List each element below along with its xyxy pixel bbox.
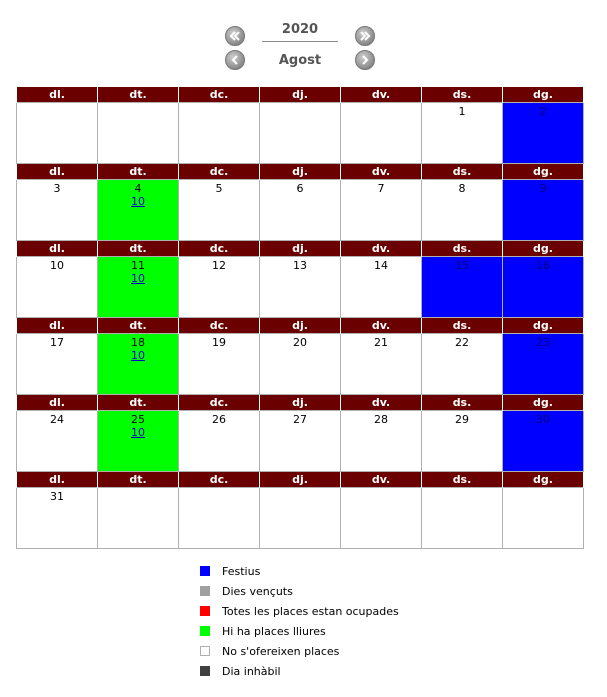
day-number: 14: [374, 259, 388, 272]
chevron-left-icon: [228, 53, 242, 67]
weekday-header-row: [17, 87, 584, 103]
legend-item: [200, 661, 399, 681]
day-cell: [179, 411, 260, 472]
weekday-header: dc.: [179, 395, 260, 411]
legend-swatch: [200, 606, 210, 616]
day-cell: [422, 257, 503, 318]
weekday-header-row: [17, 395, 584, 411]
legend: [200, 561, 399, 681]
day-number: 11: [131, 259, 145, 272]
day-number: 25: [131, 413, 145, 426]
weekday-header: dj.: [260, 164, 341, 180]
legend-label: Hi ha places lliures: [222, 624, 326, 638]
weekday-header: dg.: [503, 318, 584, 334]
day-number: 2: [539, 105, 547, 118]
day-cell: [422, 334, 503, 395]
day-number: 5: [215, 182, 223, 195]
weekday-header: dj.: [260, 472, 341, 488]
weekday-header: dl.: [17, 87, 98, 103]
legend-label: No s'ofereixen places: [222, 644, 340, 658]
day-cell: [260, 180, 341, 241]
day-cell: [179, 257, 260, 318]
calendar-navigation: [0, 20, 607, 76]
weekday-header: dt.: [98, 87, 179, 103]
day-number: 22: [455, 336, 469, 349]
week-row: [17, 334, 584, 395]
available-places-link[interactable]: 10: [131, 426, 145, 439]
weekday-header: dl.: [17, 472, 98, 488]
weekday-header: ds.: [422, 472, 503, 488]
day-cell: [260, 257, 341, 318]
weekday-header: dc.: [179, 164, 260, 180]
prev-year-button[interactable]: [225, 26, 245, 46]
weekday-header: dv.: [341, 87, 422, 103]
day-cell: [503, 180, 584, 241]
day-cell: [260, 411, 341, 472]
weekday-header: dt.: [98, 318, 179, 334]
day-number: 31: [50, 490, 64, 503]
week-row: [17, 257, 584, 318]
day-cell: [341, 411, 422, 472]
weekday-header: dl.: [17, 395, 98, 411]
day-number: 27: [293, 413, 307, 426]
weekday-header: ds.: [422, 164, 503, 180]
day-number: 26: [212, 413, 226, 426]
legend-label: Festius: [222, 564, 261, 578]
empty-day-cell: [341, 488, 422, 549]
week-row: [17, 103, 584, 164]
weekday-header: dl.: [17, 318, 98, 334]
legend-label: Dia inhàbil: [222, 664, 281, 678]
day-number: 9: [539, 182, 547, 195]
empty-day-cell: [179, 103, 260, 164]
day-cell: [503, 103, 584, 164]
year-label: 2020: [262, 22, 338, 42]
week-row: [17, 180, 584, 241]
day-cell: [341, 180, 422, 241]
weekday-header: dl.: [17, 241, 98, 257]
day-cell: [17, 257, 98, 318]
day-number: 4: [134, 182, 142, 195]
day-cell: [179, 180, 260, 241]
weekday-header: ds.: [422, 318, 503, 334]
weekday-header: dl.: [17, 164, 98, 180]
weekday-header: dg.: [503, 164, 584, 180]
day-cell: [503, 411, 584, 472]
weekday-header: dj.: [260, 87, 341, 103]
day-number: 10: [50, 259, 64, 272]
weekday-header-row: [17, 241, 584, 257]
weekday-header: dj.: [260, 318, 341, 334]
weekday-header: dg.: [503, 472, 584, 488]
legend-item: [200, 581, 399, 601]
day-cell: [422, 103, 503, 164]
weekday-header: dc.: [179, 241, 260, 257]
day-number: 20: [293, 336, 307, 349]
weekday-header: ds.: [422, 395, 503, 411]
weekday-header: dv.: [341, 472, 422, 488]
month-label: Agost: [278, 53, 322, 68]
empty-day-cell: [98, 488, 179, 549]
weekday-header: ds.: [422, 241, 503, 257]
empty-day-cell: [422, 488, 503, 549]
day-cell: [98, 180, 179, 241]
day-cell: [422, 411, 503, 472]
day-number: 30: [536, 413, 550, 426]
day-cell: [98, 257, 179, 318]
legend-label: Totes les places estan ocupades: [222, 604, 399, 618]
day-number: 28: [374, 413, 388, 426]
empty-day-cell: [260, 103, 341, 164]
next-month-button[interactable]: [355, 50, 375, 70]
legend-swatch: [200, 586, 210, 596]
weekday-header: dv.: [341, 318, 422, 334]
weekday-header: dg.: [503, 395, 584, 411]
day-cell: [17, 180, 98, 241]
double-chevron-left-icon: [228, 29, 242, 43]
day-cell: [260, 334, 341, 395]
weekday-header-row: [17, 472, 584, 488]
day-number: 7: [377, 182, 385, 195]
legend-item: [200, 601, 399, 621]
next-year-button[interactable]: [355, 26, 375, 46]
available-places-link[interactable]: 10: [131, 195, 145, 208]
day-number: 12: [212, 259, 226, 272]
legend-item: [200, 621, 399, 641]
legend-swatch: [200, 646, 210, 656]
day-number: 16: [536, 259, 550, 272]
day-number: 1: [458, 105, 466, 118]
weekday-header: dj.: [260, 241, 341, 257]
weekday-header: dt.: [98, 164, 179, 180]
double-chevron-right-icon: [358, 29, 372, 43]
week-row: [17, 488, 584, 549]
day-cell: [98, 411, 179, 472]
day-number: 23: [536, 336, 550, 349]
available-places-link[interactable]: 10: [131, 272, 145, 285]
week-row: [17, 411, 584, 472]
weekday-header: dt.: [98, 472, 179, 488]
day-number: 29: [455, 413, 469, 426]
weekday-header: ds.: [422, 87, 503, 103]
day-cell: [17, 334, 98, 395]
day-number: 18: [131, 336, 145, 349]
weekday-header: dv.: [341, 241, 422, 257]
empty-day-cell: [341, 103, 422, 164]
weekday-header: dc.: [179, 87, 260, 103]
day-number: 6: [296, 182, 304, 195]
weekday-header: dj.: [260, 395, 341, 411]
day-cell: [341, 257, 422, 318]
weekday-header: dg.: [503, 87, 584, 103]
available-places-link[interactable]: 10: [131, 349, 145, 362]
day-number: 17: [50, 336, 64, 349]
calendar-grid: [16, 87, 584, 549]
day-number: 13: [293, 259, 307, 272]
legend-swatch: [200, 566, 210, 576]
weekday-header-row: [17, 318, 584, 334]
day-number: 15: [455, 259, 469, 272]
day-number: 8: [458, 182, 466, 195]
day-number: 19: [212, 336, 226, 349]
prev-month-button[interactable]: [225, 50, 245, 70]
empty-day-cell: [17, 103, 98, 164]
empty-day-cell: [260, 488, 341, 549]
day-cell: [179, 334, 260, 395]
day-cell: [422, 180, 503, 241]
day-cell: [341, 334, 422, 395]
day-cell: [17, 411, 98, 472]
legend-item: [200, 641, 399, 661]
weekday-header: dt.: [98, 395, 179, 411]
legend-label: Dies vençuts: [222, 584, 293, 598]
day-cell: [17, 488, 98, 549]
weekday-header: dc.: [179, 318, 260, 334]
weekday-header: dg.: [503, 241, 584, 257]
weekday-header-row: [17, 164, 584, 180]
day-cell: [503, 257, 584, 318]
chevron-right-icon: [358, 53, 372, 67]
legend-item: [200, 561, 399, 581]
day-number: 3: [53, 182, 61, 195]
empty-day-cell: [503, 488, 584, 549]
weekday-header: dc.: [179, 472, 260, 488]
weekday-header: dv.: [341, 395, 422, 411]
legend-swatch: [200, 626, 210, 636]
day-cell: [503, 334, 584, 395]
day-number: 24: [50, 413, 64, 426]
weekday-header: dt.: [98, 241, 179, 257]
day-number: 21: [374, 336, 388, 349]
legend-swatch: [200, 666, 210, 676]
day-cell: [98, 334, 179, 395]
weekday-header: dv.: [341, 164, 422, 180]
empty-day-cell: [179, 488, 260, 549]
empty-day-cell: [98, 103, 179, 164]
